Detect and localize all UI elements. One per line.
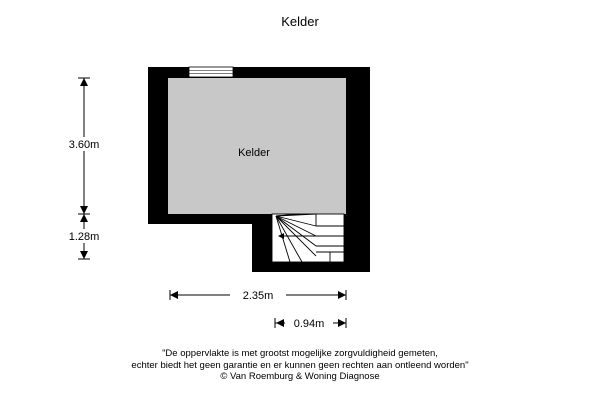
dimension-height-lower: 1.28m xyxy=(68,231,100,243)
room-floor xyxy=(168,78,346,214)
dimension-width-total: 2.35m xyxy=(242,290,274,302)
room-label: Kelder xyxy=(238,147,270,159)
disclaimer-line-1: "De oppervlakte is met grootst mogelijke zorgvuldigheid gemeten, xyxy=(162,348,438,359)
window xyxy=(189,67,233,77)
disclaimer xyxy=(0,348,600,383)
dimension-width-stair: 0.94m xyxy=(293,318,325,330)
copyright-line: © Van Roemburg & Woning Diagnose xyxy=(220,371,380,382)
plan-title: Kelder xyxy=(281,14,319,29)
dimension-height-upper: 3.60m xyxy=(68,139,100,151)
disclaimer-line-2: echter biedt het geen garantie en er kunnen geen rechten aan ontleend worden" xyxy=(131,359,469,371)
